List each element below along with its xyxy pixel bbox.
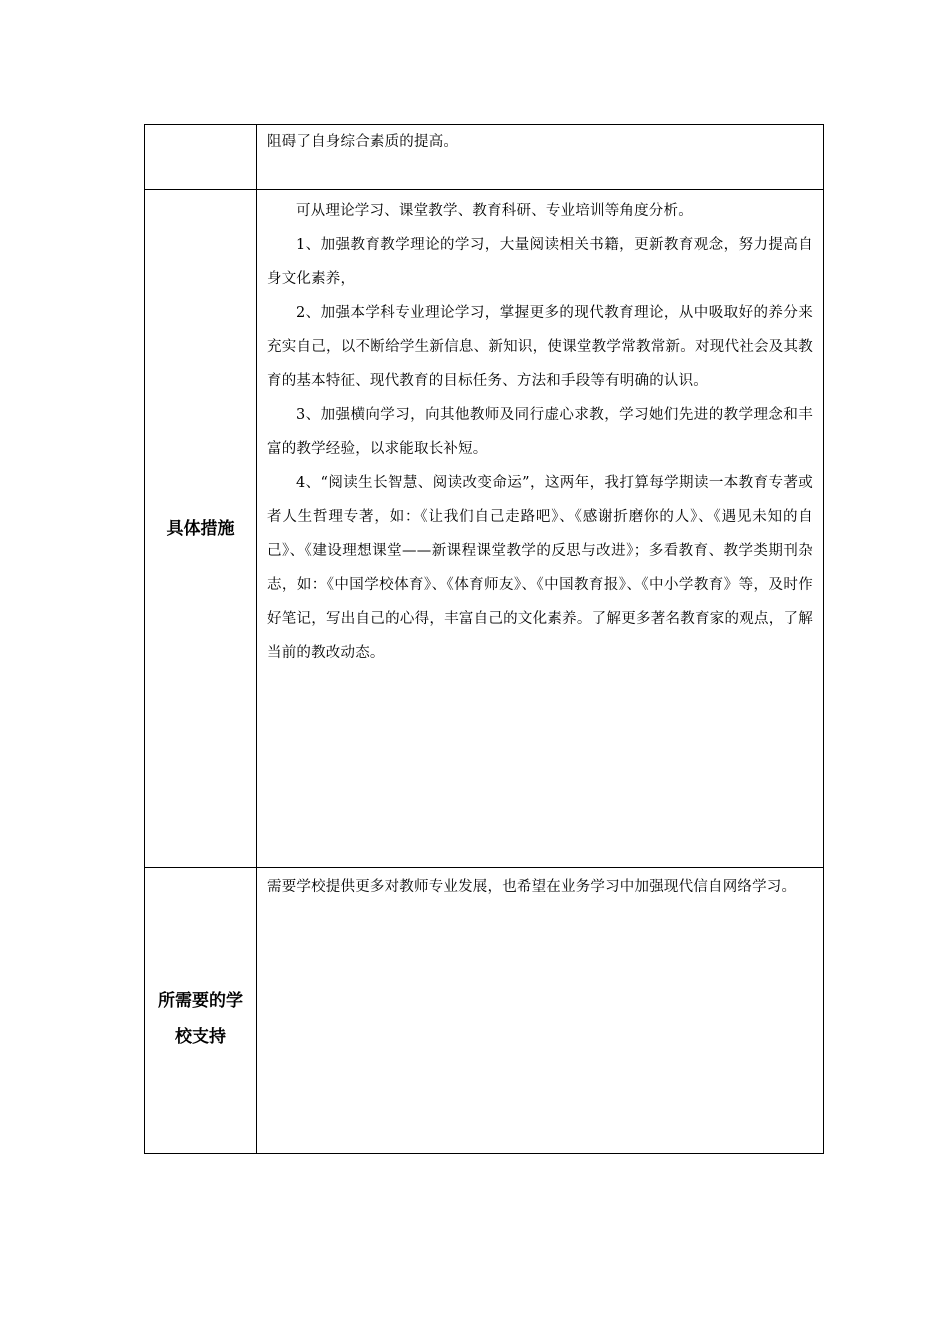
label-school-support [145, 868, 257, 1154]
paragraph: 阻碍了自身综合素质的提高。 [267, 134, 459, 150]
cell-content [257, 125, 823, 159]
label-line: 所需要的学 [158, 990, 243, 1011]
paragraph: 1、加强教育教学理论的学习，大量阅读相关书籍，更新教育观念，努力提高自身文化素养， [267, 237, 813, 287]
measures-content-cell [257, 190, 824, 868]
paragraph: 2、加强本学科专业理论学习，掌握更多的现代教育理论，从中吸取好的养分来充实自己，以不断给学生新信息、新知识，使课堂教学常教常新。对现代社会及其教育的基本特征、现代教育的目标任务、方法和手段等有明确的认识。 [267, 305, 813, 389]
paragraph: 4、“阅读生长智慧、阅读改变命运”，这两年，我打算每学期读一本教育专著或者人生哲理专著，如：《让我们自己走路吧》、《感谢折磨你的人》、《遇见未知的自己》、《建设理想课堂——新课程课堂教学的反思与改进》；多看教育、教学类期刊杂志，如：《中国学校体育》、《体育师友》、《中国教育报》、《中小学教育》等，及时作好笔记，写出自己的心得，丰富自己的文化素养。了解更多著名教育家的观点，了解当前的教改动态。 [267, 475, 813, 661]
paragraph: 3、加强横向学习，向其他教师及同行虚心求教，学习她们先进的教学理念和丰富的教学经验，以求能取长补短。 [267, 407, 813, 457]
cell-content [257, 868, 823, 906]
table-row [145, 868, 824, 1154]
label-line: 校支持 [175, 1026, 226, 1047]
paragraph: 需要学校提供更多对教师专业发展，也希望在业务学习中加强现代信自网络学习。 [267, 879, 797, 895]
support-content-cell [257, 868, 824, 1154]
row-label-cell [145, 125, 257, 190]
plan-table [144, 124, 824, 1154]
table-row [145, 125, 824, 190]
row-content-cell [257, 125, 824, 190]
table-row [145, 190, 824, 868]
paragraph: 可从理论学习、课堂教学、教育科研、专业培训等角度分析。 [296, 203, 693, 219]
label-measures: 具体措施 [145, 190, 257, 868]
cell-content [257, 190, 823, 670]
